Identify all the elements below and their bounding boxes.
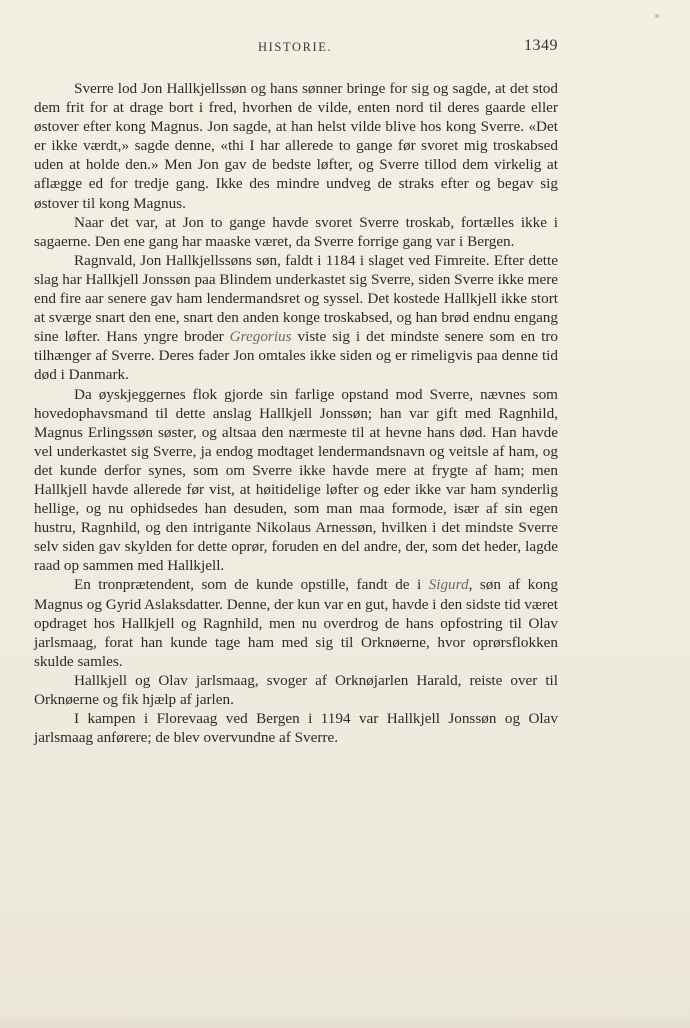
paragraph-3 xyxy=(34,251,558,385)
page-edge-shadow xyxy=(0,1010,690,1028)
running-head: HISTORIE. xyxy=(258,40,333,54)
body-text xyxy=(34,79,558,747)
text-run: , søn af kong Magnus og Gyrid Aslaksdatter. Denne, der kun var en gut, havde i den sidste tid været opdraget hos Hallkjell og Ragnhild, men nu overdrog de hans opfostring til Olav jarlsmaag, forat han kunde tage ham med sig til Orknøerne, hvor oprørsflokken skulde samles. xyxy=(34,576,558,670)
text-run: Naar det var, at Jon to gange havde svoret Sverre troskab, fortælles ikke i sagaerne. Den ene gang har maaske været, da Sverre forrige gang var i Bergen. xyxy=(34,213,558,250)
italic-name: Gregorius xyxy=(229,328,292,346)
italic-name: Sigurd xyxy=(428,576,469,594)
paragraph-7 xyxy=(34,709,558,747)
paper-speck xyxy=(655,14,659,18)
page-number: 1349 xyxy=(524,37,558,54)
paragraph-5 xyxy=(34,575,558,670)
text-run: Ragnvald, Jon Hallkjellssøns søn, faldt i 1184 i slaget ved Fimreite. Efter dette slag har Hallkjell Jonssøn paa Blindem underkastet sig Sverre, siden Sverre ikke mere end fire aar senere gav ham lendermandsret og syssel. Det kostede Hallkjell ikke stort at sværge snart den ene, snart den anden konge troskabsed, og han brød endnu engang sine løfter. Hans yngre broder xyxy=(34,251,558,346)
text-run: viste sig i det mindste senere som en tro tilhænger af Sverre. Deres fader Jon omtales ikke siden og er rimeligvis paa denne tid død i Danmark. xyxy=(34,328,558,384)
text-run: En tronprætendent, som de kunde opstille, fandt de i xyxy=(74,576,429,594)
paragraph-6 xyxy=(34,671,558,709)
paragraph-1 xyxy=(34,79,558,213)
text-run: Da øyskjeggernes flok gjorde sin farlige opstand mod Sverre, nævnes som hovedophavsmand til dette anslag Hallkjell Jonssøn; han var gift med Ragnhild, Magnus Erlingssøn søster, og altsaa den nærmeste til at hevne hans død. Han havde vel underkastet sig Sverre, ja endog modtaget lendermandsnavn og veitsle af ham, og det kunde derfor synes, som om Sverre ikke havde mere at frygte af ham; men Hallkjell havde allerede før vist, at høitidelige løfter og eder ikke var ham synderlig hellige, og nu ophidsedes han desuden, som man maa formode, især af sin egen hustru, Ragnhild, og den intrigante Nikolaus Arnessøn, hvilken i det mindste Sverre selv siden gav skylden for dette oprør, foruden en del andre, der, som det heder, lagde raad op sammen med Hallkjell. xyxy=(34,385,558,575)
text-run: Sverre lod Jon Hallkjellssøn og hans sønner bringe for sig og sagde, at det stod dem frit for at drage bort i fred, hvorhen de vilde, enten nord til deres gaarde eller østover efter kong Magnus. Jon sagde, at han helst vilde blive hos kong Sverre. «Det er ikke værdt,» sagde denne, «thi I har allerede to gange før svoret mig troskabsed uden at holde den.» Men Jon gav de bedste løfter, og Sverre tillod dem virkelig at aflægge ed for tredje gang. Ikke des mindre undveg de straks efter og begav sig østover til kong Magnus. xyxy=(34,80,558,212)
paragraph-4 xyxy=(34,385,558,576)
text-run: Hallkjell og Olav jarlsmaag, svoger af Orknøjarlen Harald, reiste over til Orknøerne og fik hjælp af jarlen. xyxy=(34,671,558,708)
page-header xyxy=(34,37,558,60)
text-run: I kampen i Florevaag ved Bergen i 1194 var Hallkjell Jonssøn og Olav jarlsmaag anførere; de blev overvundne af Sverre. xyxy=(34,710,558,747)
paragraph-2 xyxy=(34,213,558,251)
